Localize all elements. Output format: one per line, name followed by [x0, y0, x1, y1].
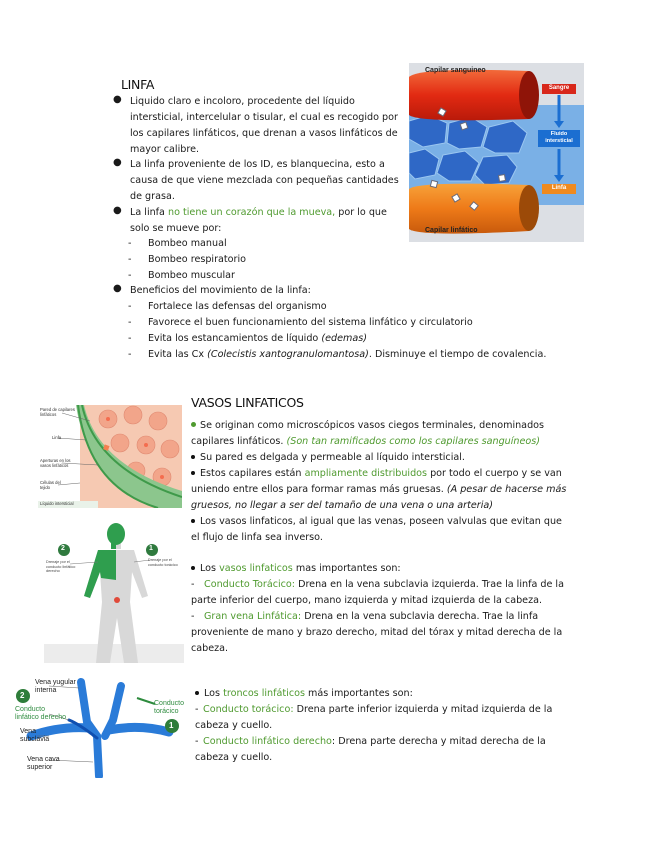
text-line: parte inferior del cuerpo, mano izquierda y mitad izquierda de la cabeza. — [191, 595, 543, 606]
text-line: mayor calibre. — [130, 144, 200, 155]
text-line: Liquido claro e incoloro, procedente del líquido — [130, 96, 355, 107]
text-line: Estos capilares están ampliamente distribuidos por todo el cuerpo y se van — [191, 466, 631, 482]
capillary-top-label: Capilar sanguineo — [425, 67, 486, 74]
linfa-label: Linfa — [551, 185, 567, 191]
vena-yugular-label: Vena yugular interna — [35, 679, 76, 694]
text-line: Se originan como microscópicos vasos ciegos terminales, denominados — [191, 418, 631, 434]
text-line: de grasa. — [130, 191, 175, 202]
vessel-openings-label: Aperturas en los vasos linfáticos — [40, 458, 71, 468]
text-line: cabeza y cuello. — [195, 720, 273, 731]
text-line: Los troncos linfáticos más importantes son: — [195, 686, 635, 702]
body-figure — [44, 520, 184, 663]
text-line: causa de que viene mezclada con pequeñas cantidades — [130, 175, 399, 186]
text-line: intersticial, intercelular o tisular, el cual es recogido por — [130, 112, 398, 123]
bullet: ● — [113, 157, 122, 168]
list-item: - Bombeo respiratorio — [128, 254, 247, 265]
bullet-icon — [191, 455, 195, 459]
list-item: - Bombeo muscular — [128, 270, 235, 281]
vein-number-1-badge: 1 — [169, 721, 174, 730]
linfa-paragraph-1 — [130, 94, 398, 158]
capillary-wall-label: Pared de capilares linfáticos — [40, 407, 75, 417]
vasos-title: VASOS LINFATICOS — [191, 395, 304, 410]
lymph-capillary-figure — [38, 405, 182, 508]
text-line: los capilares linfáticos, que drenan a vasos linfáticos de — [130, 128, 398, 139]
list-item: - Fortalece las defensas del organismo — [128, 301, 327, 312]
tissue-cells-label: Células del tejido — [40, 480, 61, 490]
fluido-label: Fluido intersticial — [545, 131, 573, 144]
number-2-badge: 2 — [61, 545, 65, 552]
bullet-icon — [191, 471, 195, 475]
vena-cava-label: Vena cava superior — [27, 756, 60, 771]
text-line: capilares linfáticos. (Son tan ramificados como los capilares sanguíneos) — [191, 436, 541, 447]
linfa-fig-label: Linfa — [52, 435, 62, 440]
list-item: - Evita los estancamientos de líquido (edemas) — [128, 333, 367, 344]
text-line: - Gran vena Linfática: Drena en la vena subclavia derecha. Trae la linfa — [191, 611, 539, 622]
text-line: solo se mueve por: — [130, 223, 222, 234]
veins-figure — [9, 676, 187, 778]
bullet: ● — [113, 94, 122, 105]
text-line: cabeza. — [191, 643, 229, 654]
sangre-label: Sangre — [548, 85, 570, 91]
list-item: - Evita las Cx (Colecistis xantogranulomantosa). Disminuye el tiempo de covalencia. — [128, 349, 547, 360]
bullet-icon — [195, 691, 199, 695]
vena-subclavia-label: Vena subclavia — [20, 728, 50, 743]
benefits-list — [128, 299, 546, 363]
bullet-icon — [191, 566, 195, 570]
thoracic-duct-drainage-label: Drenaje por el conducto torácico — [148, 558, 178, 567]
text-line: La linfa no tiene un corazón que la mueva, por lo que — [130, 207, 387, 218]
linfa-paragraph-2 — [130, 157, 399, 205]
vasos-importantes — [191, 561, 631, 657]
text-line: Su pared es delgada y permeable al líquido intersticial. — [191, 450, 631, 466]
movement-list — [128, 236, 246, 284]
linfa-title: LINFA — [121, 77, 155, 92]
body-drainage-illustration — [44, 520, 184, 663]
text-line: - Conducto linfático derecho: Drena parte derecha y mitad derecha de la — [195, 736, 546, 747]
vasos-content — [191, 418, 631, 546]
list-item: - Bombeo manual — [128, 238, 227, 249]
conducto-derecho-label: Conducto linfático derecho — [15, 706, 66, 721]
text-line: proveniente de mano y brazo derecho, mitad del tórax y mitad derecha de la — [191, 627, 563, 638]
troncos-importantes — [195, 686, 635, 766]
green-bullet-icon — [191, 422, 196, 427]
text-line: - Conducto Torácico: Drena en la vena subclavia izquierda. Trae la linfa de la — [191, 579, 564, 590]
bullet: ● — [113, 205, 122, 216]
list-item: - Favorece el buen funcionamiento del sistema linfático y circulatorio — [128, 317, 473, 328]
vein-number-2-badge: 2 — [20, 691, 25, 700]
text-line: el flujo de linfa sea inverso. — [191, 532, 323, 543]
text-line: Los vasos linfaticos mas importantes son: — [191, 561, 631, 577]
text-line: uniendo entre ellos para formar ramas más gruesas. (A pesar de hacerse más — [191, 484, 567, 495]
capillary-bottom-label: Capilar linfático — [425, 227, 478, 234]
interstitial-fluid-label: Líquido intersticial — [40, 501, 74, 506]
text-line: gruesos, no llegar a ser del tamaño de una vena o una arteria) — [191, 500, 494, 511]
capillary-figure — [409, 63, 584, 242]
highlight-text: no tiene un corazón que la mueva, — [168, 207, 336, 218]
bullet-icon — [191, 519, 195, 523]
right-duct-drainage-label: Drenaje por el conducto linfático derecho — [46, 560, 76, 574]
number-1-badge: 1 — [149, 545, 153, 552]
lymph-capillary-illustration — [38, 405, 182, 508]
linfa-paragraph-3 — [130, 205, 387, 237]
text-line: La linfa proveniente de los ID, es blanquecina, esto a — [130, 159, 385, 170]
bullet: ● — [113, 283, 122, 294]
conducto-toracico-label: Conducto torácico — [154, 700, 184, 715]
text-line: - Conducto torácico: Drena parte inferior izquierda y mitad izquierda de la — [195, 704, 553, 715]
text-line: Los vasos linfaticos, al igual que las venas, poseen valvulas que evitan que — [191, 514, 631, 530]
text-line: cabeza y cuello. — [195, 752, 273, 763]
benefits-title: Beneficios del movimiento de la linfa: — [130, 285, 311, 296]
